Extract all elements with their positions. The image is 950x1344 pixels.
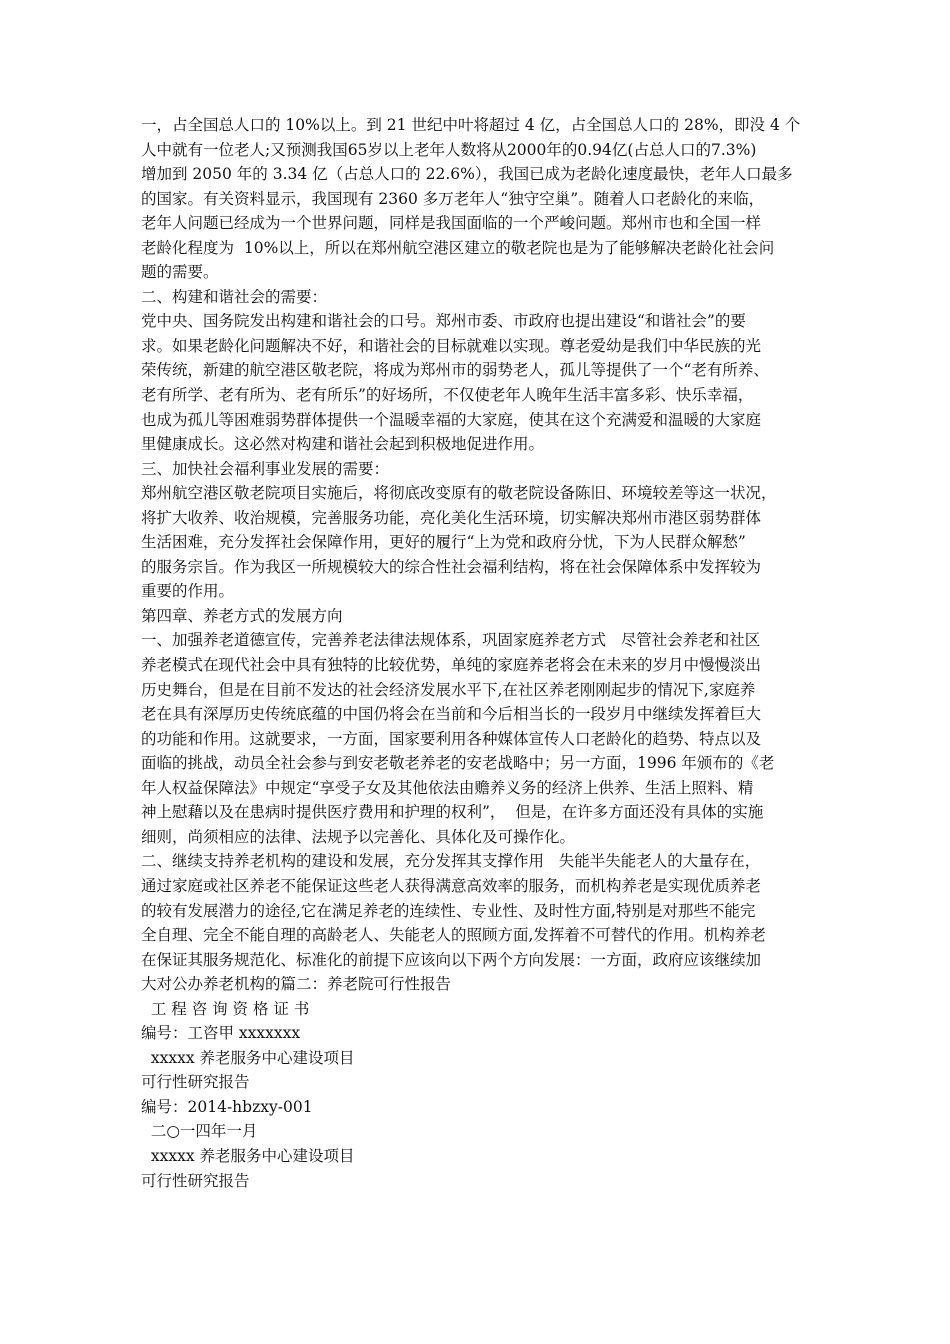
text-line: 全自理、完全不能自理的高龄老人、失能老人的照顾方面,发挥着不可替代的作用。机构养老 bbox=[141, 926, 766, 945]
text-line: 老年人问题已经成为一个世界问题，同样是我国面临的一个严峻问题。郑州市也和全国一样 bbox=[141, 214, 762, 233]
text-line: 里健康成长。这必然对构建和谐社会起到积极地促进作用。 bbox=[141, 435, 545, 454]
text-line: 在保证其服务规范化、标准化的前提下应该向以下两个方向发展：一方面，政府应该继续加 bbox=[141, 950, 762, 969]
text-line: 重要的作用。 bbox=[141, 582, 235, 601]
text-line: 一、加强养老道德宣传，完善养老法律法规体系，巩固家庭养老方式 尽管社会养老和社区 bbox=[141, 631, 761, 650]
text-line: 三、加快社会福利事业发展的需要： bbox=[141, 459, 390, 478]
text-line: 荣传统，新建的航空港区敬老院，将成为郑州市的弱势老人，孤儿等提供了一个“老有所养、 bbox=[141, 361, 769, 380]
text-line: 也成为孤儿等困难弱势群体提供一个温暖幸福的大家庭，使其在这个充满爱和温暖的大家庭 bbox=[141, 410, 762, 429]
text-line: xxxxx 养老服务中心建设项目 bbox=[141, 1146, 355, 1165]
text-line: 可行性研究报告 bbox=[141, 1171, 250, 1190]
text-line: 党中央、国务院发出构建和谐社会的口号。郑州市委、市政府也提出建设“和谐社会”的要 bbox=[141, 312, 746, 331]
text-line: 的功能和作用。这就要求，一方面，国家要利用各种媒体宣传人口老龄化的趋势、特点以及 bbox=[141, 729, 762, 748]
text-line: 求。如果老龄化问题解决不好，和谐社会的目标就难以实现。尊老爱幼是我们中华民族的光 bbox=[141, 336, 762, 355]
text-line: 养老模式在现代社会中具有独特的比较优势，单纯的家庭养老将会在未来的岁月中慢慢淡出 bbox=[141, 656, 762, 675]
text-line: 编号：2014-hbzxy-001 bbox=[141, 1097, 313, 1116]
text-line: 的服务宗旨。作为我区一所规模较大的综合性社会福利结构，将在社会保障体系中发挥较为 bbox=[141, 557, 762, 576]
text-line: 的较有发展潜力的途径,它在满足养老的连续性、专业性、及时性方面,特别是对那些不能完 bbox=[141, 901, 756, 920]
text-line: 一，占全国总人口的 10%以上。到 21 世纪中叶将超过 4 亿，占全国总人口的 28%，即没 4 个 bbox=[141, 116, 801, 134]
text-line: 神上慰藉以及在患病时提供医疗费用和护理的权利”， 但是，在许多方面还没有具体的实施 bbox=[141, 803, 764, 822]
text-line: 老在具有深厚历史传统底蕴的中国仍将会在当前和今后相当长的一段岁月中继续发挥着巨大 bbox=[141, 705, 762, 724]
text-line: 二、继续支持养老机构的建设和发展，充分发挥其支撑作用 失能半失能老人的大量存在， bbox=[141, 852, 761, 871]
text-line: 细则，尚须相应的法律、法规予以完善化、具体化及可操作化。 bbox=[141, 827, 576, 846]
text-line: 的国家。有关资料显示，我国现有 2360 多万老年人“独守空巢”。随着人口老龄化的来临， bbox=[141, 189, 765, 208]
text-line: 人中就有一位老人;又预测我国65岁以上老年人数将从2000年的0.94亿(占总人口的7.3%) bbox=[141, 140, 757, 159]
text-line: 将扩大收养、收治规模，完善服务功能，亮化美化生活环境，切实解决郑州市港区弱势群体 bbox=[141, 508, 762, 527]
text-line: 郑州航空港区敬老院项目实施后，将彻底改变原有的敬老院设备陈旧、环境较差等这一状况， bbox=[141, 484, 777, 503]
text-line: 编号：工咨甲 xxxxxxx bbox=[141, 1024, 301, 1043]
text-line: 题的需要。 bbox=[141, 263, 219, 282]
text-line: xxxxx 养老服务中心建设项目 bbox=[141, 1048, 355, 1067]
text-line: 历史舞台，但是在目前不发达的社会经济发展水平下,在社区养老刚刚起步的情况下,家庭养 bbox=[141, 680, 756, 699]
text-line: 老龄化程度为 10%以上，所以在郑州航空港区建立的敬老院也是为了能够解决老龄化社会问 bbox=[141, 238, 775, 257]
text-line: 大对公办养老机构的篇二：养老院可行性报告 bbox=[141, 975, 452, 994]
text-line: 老有所学、老有所为、老有所乐”的好场所，不仅使老年人晚年生活丰富多彩、快乐幸福， bbox=[141, 386, 754, 405]
document-body bbox=[141, 113, 811, 1193]
text-line: 增加到 2050 年的 3.34 亿（占总人口的 22.6%），我国已成为老龄化速度最快，老年人口最多 bbox=[141, 165, 793, 184]
text-line: 生活困难，充分发挥社会保障作用，更好的履行“上为党和政府分忧，下为人民群众解愁” bbox=[141, 533, 746, 552]
text-line: 年人权益保障法》中规定“享受子女及其他依法由赡养义务的经济上供养、生活上照料、精 bbox=[141, 778, 754, 797]
text-line: 二、构建和谐社会的需要： bbox=[141, 287, 328, 306]
text-line: 二○一四年一月 bbox=[141, 1122, 258, 1141]
text-line: 工 程 咨 询 资 格 证 书 bbox=[141, 999, 310, 1018]
text-line: 通过家庭或社区养老不能保证这些老人获得满意高效率的服务，而机构养老是实现优质养老 bbox=[141, 876, 762, 895]
text-line: 可行性研究报告 bbox=[141, 1073, 250, 1092]
text-line: 面临的挑战，动员全社会参与到安老敬老养老的安老战略中；另一方面，1996 年颁布的《老 bbox=[141, 754, 775, 773]
text-line: 第四章、养老方式的发展方向 bbox=[141, 606, 343, 625]
